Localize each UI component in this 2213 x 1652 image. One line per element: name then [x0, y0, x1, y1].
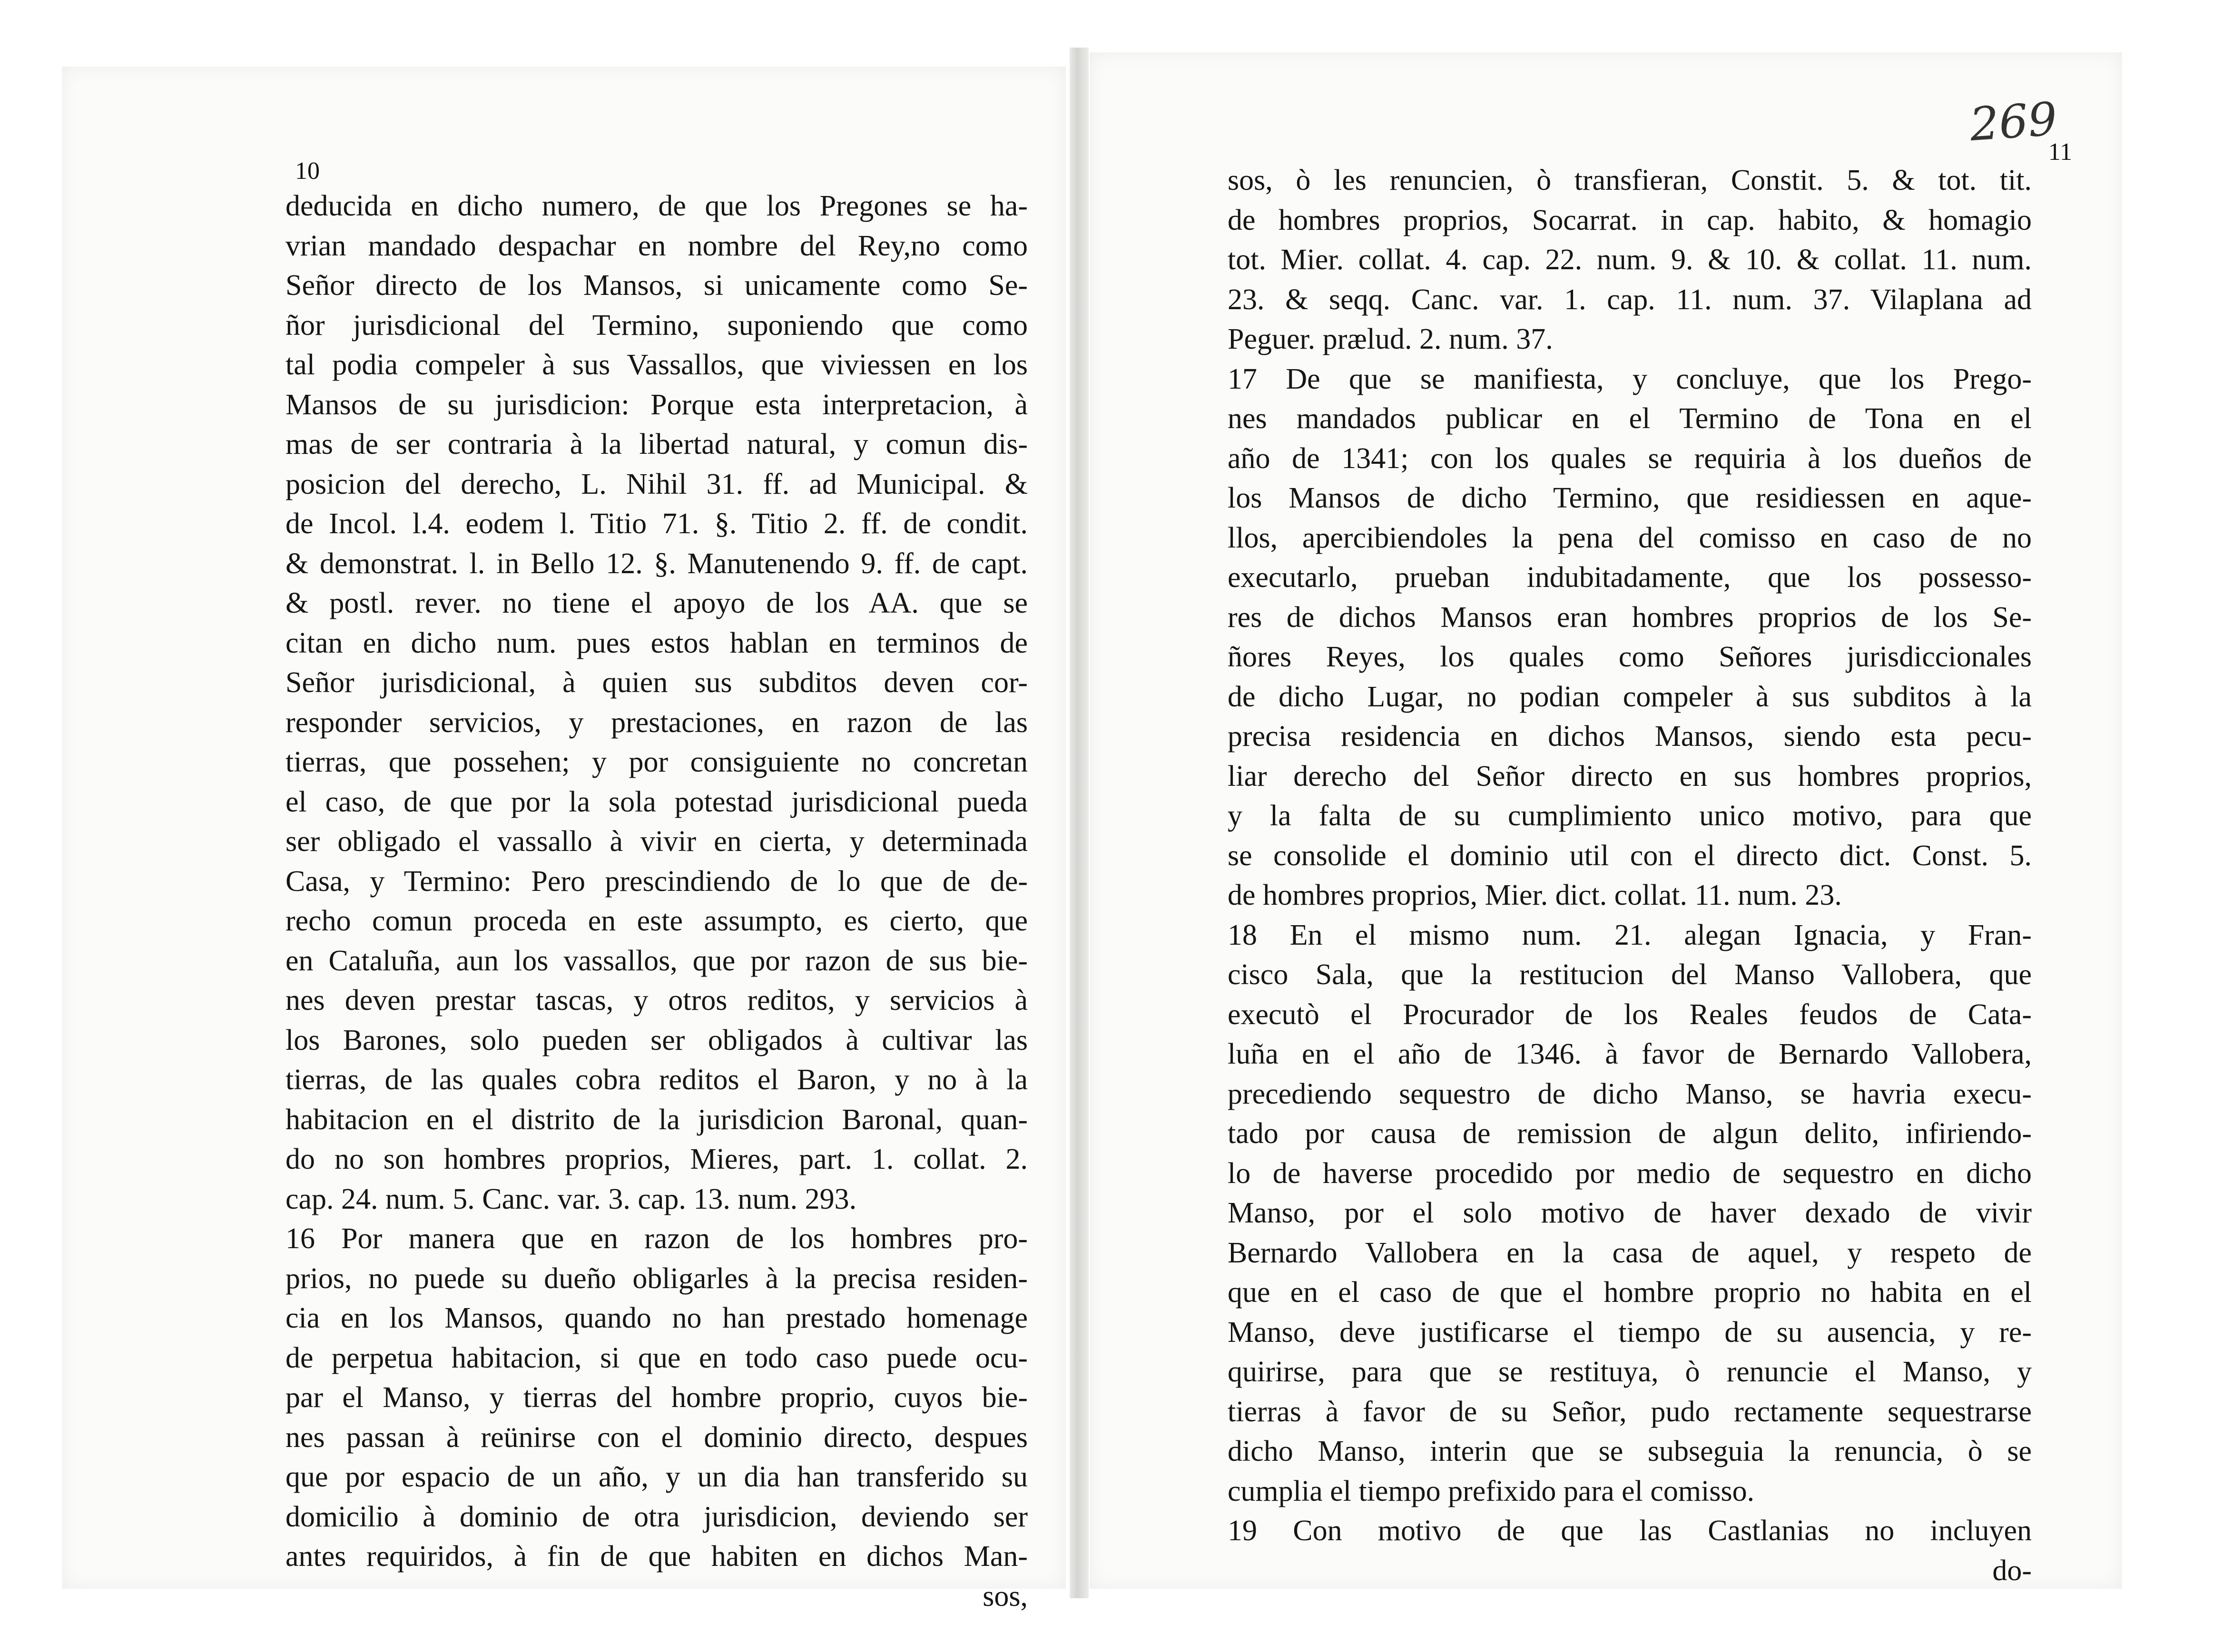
- text-line: precisa residencia en dichos Mansos, siendo esta pecu-: [1228, 720, 2032, 753]
- text-line: de Incol. l.4. eodem l. Titio 71. §. Titio 2. ff. de condit.: [285, 508, 1028, 540]
- text-line: sos, ò les renuncien, ò transfieran, Constit. 5. & tot. tit.: [1228, 164, 2032, 196]
- text-line: & postl. rever. no tiene el apoyo de los AA. que se: [285, 587, 1028, 619]
- text-line: ñor jurisdicional del Termino, suponiendo que como: [285, 309, 1028, 342]
- text-line: 16 Por manera que en razon de los hombres pro-: [285, 1222, 1028, 1255]
- text-line: llos, apercibiendoles la pena del comisso en caso de no: [1228, 521, 2032, 554]
- text-line: do no son hombres proprios, Mieres, part. 1. collat. 2.: [285, 1143, 1028, 1175]
- right-page-text: [1228, 161, 2032, 1591]
- text-line: cisco Sala, que la restitucion del Manso Vallobera, que: [1228, 958, 2032, 991]
- text-line: de perpetua habitacion, si que en todo caso puede ocu-: [285, 1341, 1028, 1374]
- text-line: prios, no puede su dueño obligarles à la precisa residen-: [285, 1262, 1028, 1295]
- text-line: executarlo, prueban indubitadamente, que los possesso-: [1228, 561, 2032, 594]
- text-line: 19 Con motivo de que las Castlanias no incluyen: [1228, 1515, 2032, 1547]
- text-line: se consolide el dominio util con el directo dict. Const. 5.: [1228, 839, 2032, 872]
- text-line: el caso, de que por la sola potestad jurisdicional pueda: [285, 785, 1028, 818]
- text-line: recho comun proceda en este assumpto, es cierto, que: [285, 905, 1028, 937]
- text-line: nes passan à reünirse con el dominio directo, despues: [285, 1421, 1028, 1454]
- text-line: Señor jurisdicional, à quien sus subditos deven cor-: [285, 666, 1028, 699]
- text-line: que por espacio de un año, y un dia han transferido su: [285, 1461, 1028, 1493]
- text-line: los Barones, solo pueden ser obligados à cultivar las: [285, 1024, 1028, 1056]
- text-line: posicion del derecho, L. Nihil 31. ff. ad Municipal. &: [285, 468, 1028, 500]
- text-line: liar derecho del Señor directo en sus hombres proprios,: [1228, 760, 2032, 792]
- text-line: y la falta de su cumplimiento unico motivo, para que: [1228, 800, 2032, 832]
- text-line: Peguer. prælud. 2. num. 37.: [1228, 323, 1553, 355]
- right-page-number: 11: [2048, 138, 2072, 166]
- text-line: los Mansos de dicho Termino, que residiessen en aque-: [1228, 482, 2032, 514]
- text-line: cumplia el tiempo prefixido para el comisso.: [1228, 1475, 1755, 1507]
- text-line: tado por causa de remission de algun delito, infiriendo-: [1228, 1117, 2032, 1150]
- text-line: dicho Manso, interin que se subseguia la renuncia, ò se: [1228, 1435, 2032, 1467]
- text-line: sos,: [983, 1580, 1028, 1613]
- text-line: tot. Mier. collat. 4. cap. 22. num. 9. & 10. & collat. 11. num.: [1228, 244, 2032, 276]
- text-line: Manso, por el solo motivo de haver dexado de vivir: [1228, 1197, 2032, 1229]
- text-line: vrian mandado despachar en nombre del Rey,no como: [285, 229, 1028, 262]
- text-line: responder servicios, y prestaciones, en razon de las: [285, 706, 1028, 739]
- text-line: domicilio à dominio de otra jurisdicion, deviendo ser: [285, 1500, 1028, 1533]
- handwritten-folio-number: 269: [1968, 92, 2059, 152]
- text-line: tal podia compeler à sus Vassallos, que viviessen en los: [285, 349, 1028, 381]
- text-line: Mansos de su jurisdicion: Porque esta interpretacion, à: [285, 388, 1028, 421]
- text-line: & demonstrat. l. in Bello 12. §. Manutenendo 9. ff. de capt.: [285, 547, 1028, 580]
- text-line: executò el Procurador de los Reales feudos de Cata-: [1228, 998, 2032, 1031]
- text-line: que en el caso de que el hombre proprio no habita en el: [1228, 1276, 2032, 1309]
- text-line: do-: [1992, 1554, 2032, 1587]
- text-line: cia en los Mansos, quando no han prestado homenage: [285, 1302, 1028, 1334]
- text-line: año de 1341; con los quales se requiria à los dueños de: [1228, 442, 2032, 475]
- left-page-text: [285, 186, 1028, 1616]
- book-gutter: [1070, 48, 1089, 1598]
- text-line: par el Manso, y tierras del hombre proprio, cuyos bie-: [285, 1381, 1028, 1414]
- text-line: nes deven prestar tascas, y otros reditos, y servicios à: [285, 984, 1028, 1017]
- text-line: Casa, y Termino: Pero prescindiendo de lo que de de-: [285, 865, 1028, 898]
- text-line: antes requiridos, à fin de que habiten en dichos Man-: [285, 1540, 1028, 1573]
- text-line: deducida en dicho numero, de que los Pregones se ha-: [285, 190, 1028, 222]
- text-line: tierras, de las quales cobra reditos el Baron, y no à la: [285, 1064, 1028, 1096]
- text-line: ñores Reyes, los quales como Señores jurisdiccionales: [1228, 641, 2032, 673]
- text-line: en Cataluña, aun los vassallos, que por razon de sus bie-: [285, 944, 1028, 977]
- text-line: 23. & seqq. Canc. var. 1. cap. 11. num. 37. Vilaplana ad: [1228, 283, 2032, 316]
- text-line: tierras à favor de su Señor, pudo rectamente sequestrarse: [1228, 1395, 2032, 1428]
- text-line: lo de haverse procedido por medio de sequestro en dicho: [1228, 1157, 2032, 1190]
- text-line: de dicho Lugar, no podian compeler à sus subditos à la: [1228, 680, 2032, 713]
- text-line: nes mandados publicar en el Termino de Tona en el: [1228, 402, 2032, 435]
- text-line: de hombres proprios, Mier. dict. collat. 11. num. 23.: [1228, 879, 1842, 911]
- text-line: 17 De que se manifiesta, y concluye, que los Prego-: [1228, 362, 2032, 395]
- text-line: ser obligado el vassallo à vivir en cierta, y determinada: [285, 825, 1028, 858]
- text-line: cap. 24. num. 5. Canc. var. 3. cap. 13. num. 293.: [285, 1183, 857, 1215]
- text-line: mas de ser contraria à la libertad natural, y comun dis-: [285, 428, 1028, 460]
- left-page-number: 10: [295, 157, 320, 185]
- text-line: precediendo sequestro de dicho Manso, se havria execu-: [1228, 1077, 2032, 1110]
- text-line: luña en el año de 1346. à favor de Bernardo Vallobera,: [1228, 1038, 2032, 1070]
- text-line: quirirse, para que se restituya, ò renuncie el Manso, y: [1228, 1356, 2032, 1388]
- text-line: 18 En el mismo num. 21. alegan Ignacia, y Fran-: [1228, 919, 2032, 951]
- text-line: habitacion en el distrito de la jurisdicion Baronal, quan-: [285, 1103, 1028, 1136]
- text-line: Señor directo de los Mansos, si unicamente como Se-: [285, 269, 1028, 302]
- text-line: de hombres proprios, Socarrat. in cap. habito, & homagio: [1228, 204, 2032, 236]
- text-line: citan en dicho num. pues estos hablan en terminos de: [285, 626, 1028, 659]
- text-line: Bernardo Vallobera en la casa de aquel, y respeto de: [1228, 1236, 2032, 1269]
- text-line: tierras, que possehen; y por consiguiente no concretan: [285, 746, 1028, 778]
- text-line: Manso, deve justificarse el tiempo de su ausencia, y re-: [1228, 1316, 2032, 1349]
- text-line: res de dichos Mansos eran hombres proprios de los Se-: [1228, 601, 2032, 634]
